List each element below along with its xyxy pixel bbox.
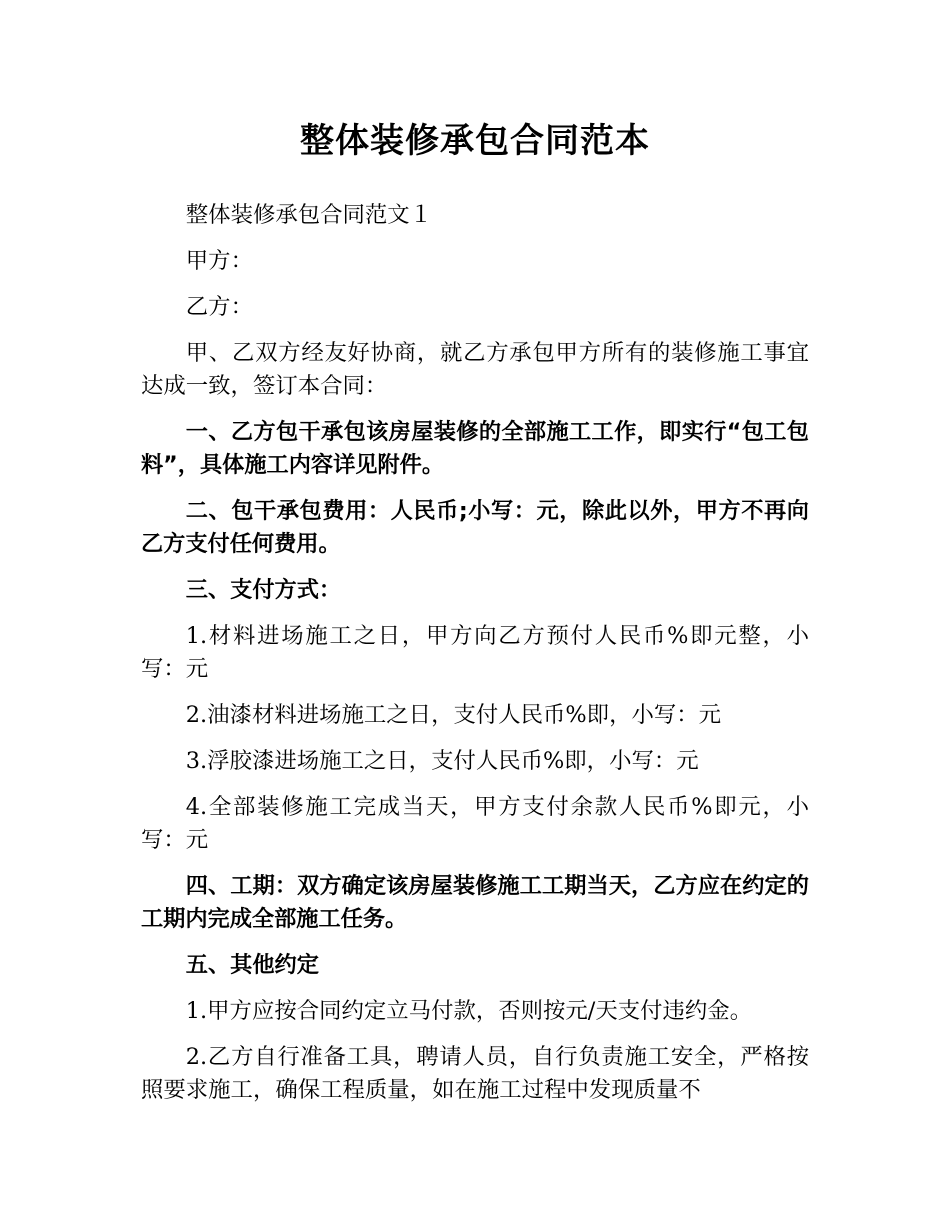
paragraph-heading-version: 整体装修承包合同范文１	[185, 202, 433, 228]
other-item-1: 1.甲方应按合同约定立马付款，否则按元/天支付违约金。	[185, 998, 753, 1024]
clause-5-heading: 五、其他约定	[185, 952, 319, 978]
clause-4: 四、工期：双方确定该房屋装修施工工期当天，乙方应在约定的工期内完成全部施工任务。	[141, 873, 809, 932]
document-body	[141, 199, 809, 1120]
paragraph-party-a: 甲方：	[185, 248, 253, 274]
payment-item-1: 1.材料进场施工之日，甲方向乙方预付人民币%即元整，小写：元	[141, 623, 809, 682]
payment-item-3: 3.浮胶漆进场施工之日，支付人民币%即，小写：元	[185, 748, 699, 774]
document-title: 整体装修承包合同范本	[300, 121, 650, 161]
clause-2: 二、包干承包费用：人民币;小写：元，除此以外，甲方不再向乙方支付任何费用。	[141, 498, 809, 557]
other-item-2: 2.乙方自行准备工具，聘请人员，自行负责施工安全，严格按照要求施工，确保工程质量，如在施工过程中发现质量不	[141, 1044, 809, 1103]
clause-1: 一、乙方包干承包该房屋装修的全部施工工作，即实行“包工包料”，具体施工内容详见附件。	[141, 419, 809, 478]
clause-3-heading: 三、支付方式：	[185, 577, 342, 603]
paragraph-party-b: 乙方：	[185, 294, 253, 320]
payment-item-2: 2.油漆材料进场施工之日，支付人民币%即，小写：元	[185, 702, 722, 728]
payment-item-4: 4.全部装修施工完成当天，甲方支付余款人民币%即元，小写：元	[141, 794, 809, 853]
paragraph-intro: 甲、乙双方经友好协商，就乙方承包甲方所有的装修施工事宜达成一致，签订本合同：	[141, 340, 809, 399]
